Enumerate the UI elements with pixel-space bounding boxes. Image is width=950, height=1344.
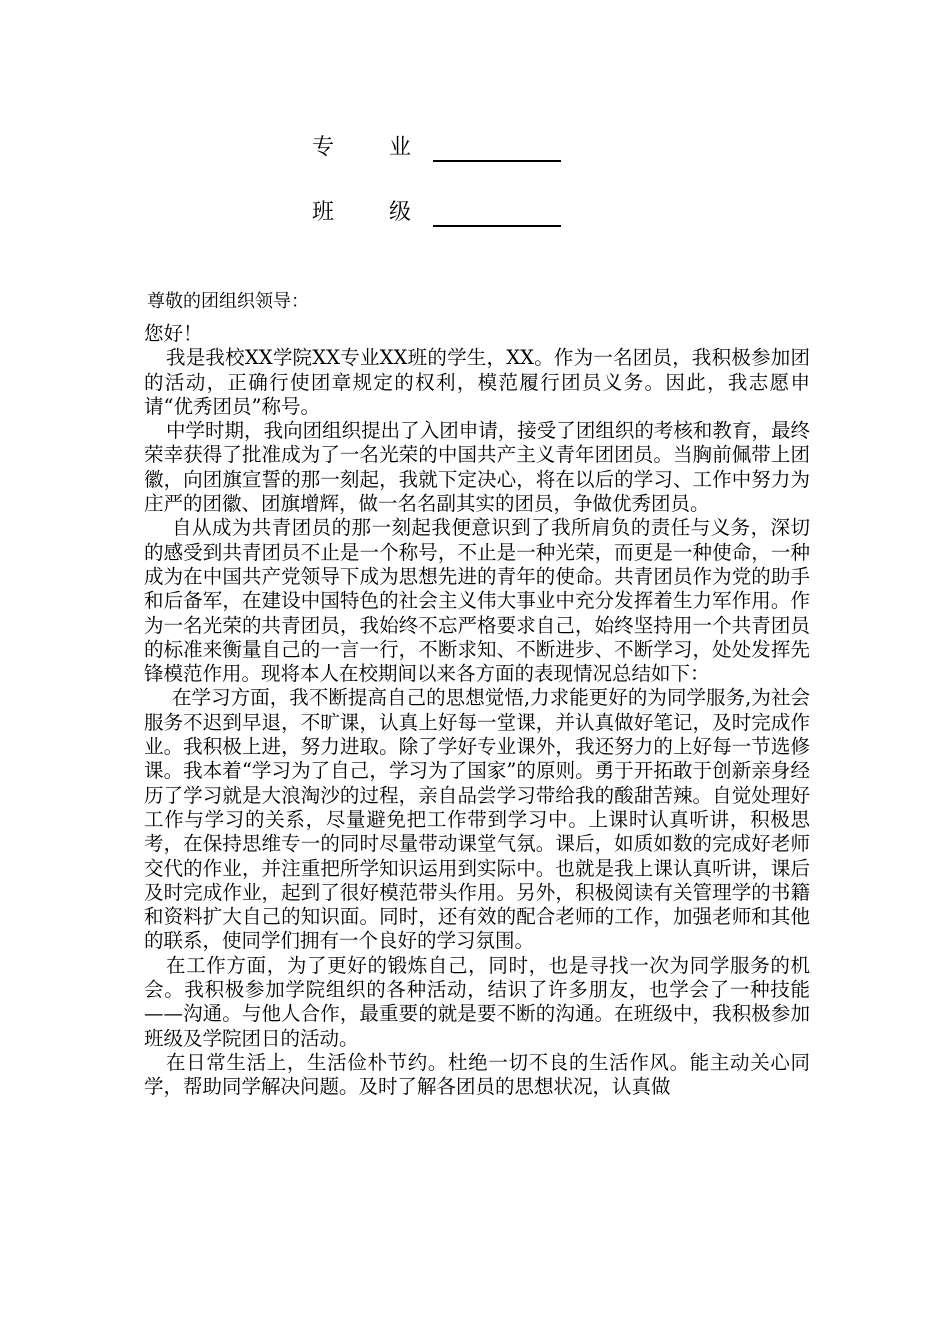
letter-body xyxy=(144,322,810,1100)
major-blank-line xyxy=(433,134,561,162)
major-field xyxy=(312,132,561,162)
greeting: 您好！ xyxy=(144,322,203,345)
class-field xyxy=(312,197,561,227)
class-label: 班 级 xyxy=(312,200,435,225)
salutation: 尊敬的团组织领导： xyxy=(147,291,309,312)
class-blank-line xyxy=(433,199,561,227)
paragraph-daily-life: 在日常生活上，生活俭朴节约。杜绝一切不良的生活作风。能主动关心同学，帮助同学解决问题。及时了解各团员的思想状况，认真做 xyxy=(144,1050,810,1099)
paragraph-history: 中学时期，我向团组织提出了入团申请，接受了团组织的考核和教育，最终荣幸获得了批准成为了一名光荣的中国共产主义青年团团员。当胸前佩带上团徽，向团旗宣誓的那一刻起，我就下定决心，将在以后的学习、工作中努力为庄严的团徽、团旗增辉，做一名名副其实的团员，争做优秀团员。 xyxy=(144,419,810,516)
paragraph-study: 在学习方面，我不断提高自己的思想觉悟,力求能更好的为同学服务,为社会服务不迟到早退，不旷课，认真上好每一堂课，并认真做好笔记，及时完成作业。我积极上进，努力进取。除了学好专业课外，我还努力的上好每一节选修课。我本着“学习为了自己，学习为了国家”的原则。勇于开拓敢于创新亲身经历了学习就是大浪淘沙的过程，亲自品尝学习带给我的酸甜苦辣。自觉处理好工作与学习的关系，尽量避免把工作带到学习中。上课时认真听讲，积极思考，在保持思维专一的同时尽量带动课堂气氛。课后，如质如数的完成好老师交代的作业，并注重把所学知识运用到实际中。也就是我上课认真听讲，课后及时完成作业，起到了很好模范带头作用。另外，积极阅读有关管理学的书籍和资料扩大自己的知识面。同时，还有效的配合老师的工作，加强老师和其他的联系，使同学们拥有一个良好的学习氛围。 xyxy=(144,686,810,953)
paragraph-work: 在工作方面，为了更好的锻炼自己，同时，也是寻找一次为同学服务的机会。我积极参加学院组织的各种活动，结识了许多朋友，也学会了一种技能——沟通。与他人合作，最重要的就是要不断的沟通。在班级中，我积极参加班级及学院团日的活动。 xyxy=(144,953,810,1050)
paragraph-responsibility: 自从成为共青团员的那一刻起我便意识到了我所肩负的责任与义务，深切的感受到共青团员不止是一个称号，不止是一种光荣，而更是一种使命，一种成为在中国共产党领导下成为思想先进的青年的使命。共青团员作为党的助手和后备军，在建设中国特色的社会主义伟大事业中充分发挥着生力军作用。作为一名光荣的共青团员，我始终不忘严格要求自己，始终坚持用一个共青团员的标准来衡量自己的一言一行，不断求知、不断进步、不断学习，处处发挥先锋模范作用。现将本人在校期间以来各方面的表现情况总结如下： xyxy=(144,516,810,686)
major-label: 专 业 xyxy=(312,135,435,160)
paragraph-intro: 我是我校XX学院XX专业XX班的学生，XX。作为一名团员，我积极参加团的活动，正确行使团章规定的权利，模范履行团员义务。因此，我志愿申请“优秀团员”称号。 xyxy=(144,346,810,418)
